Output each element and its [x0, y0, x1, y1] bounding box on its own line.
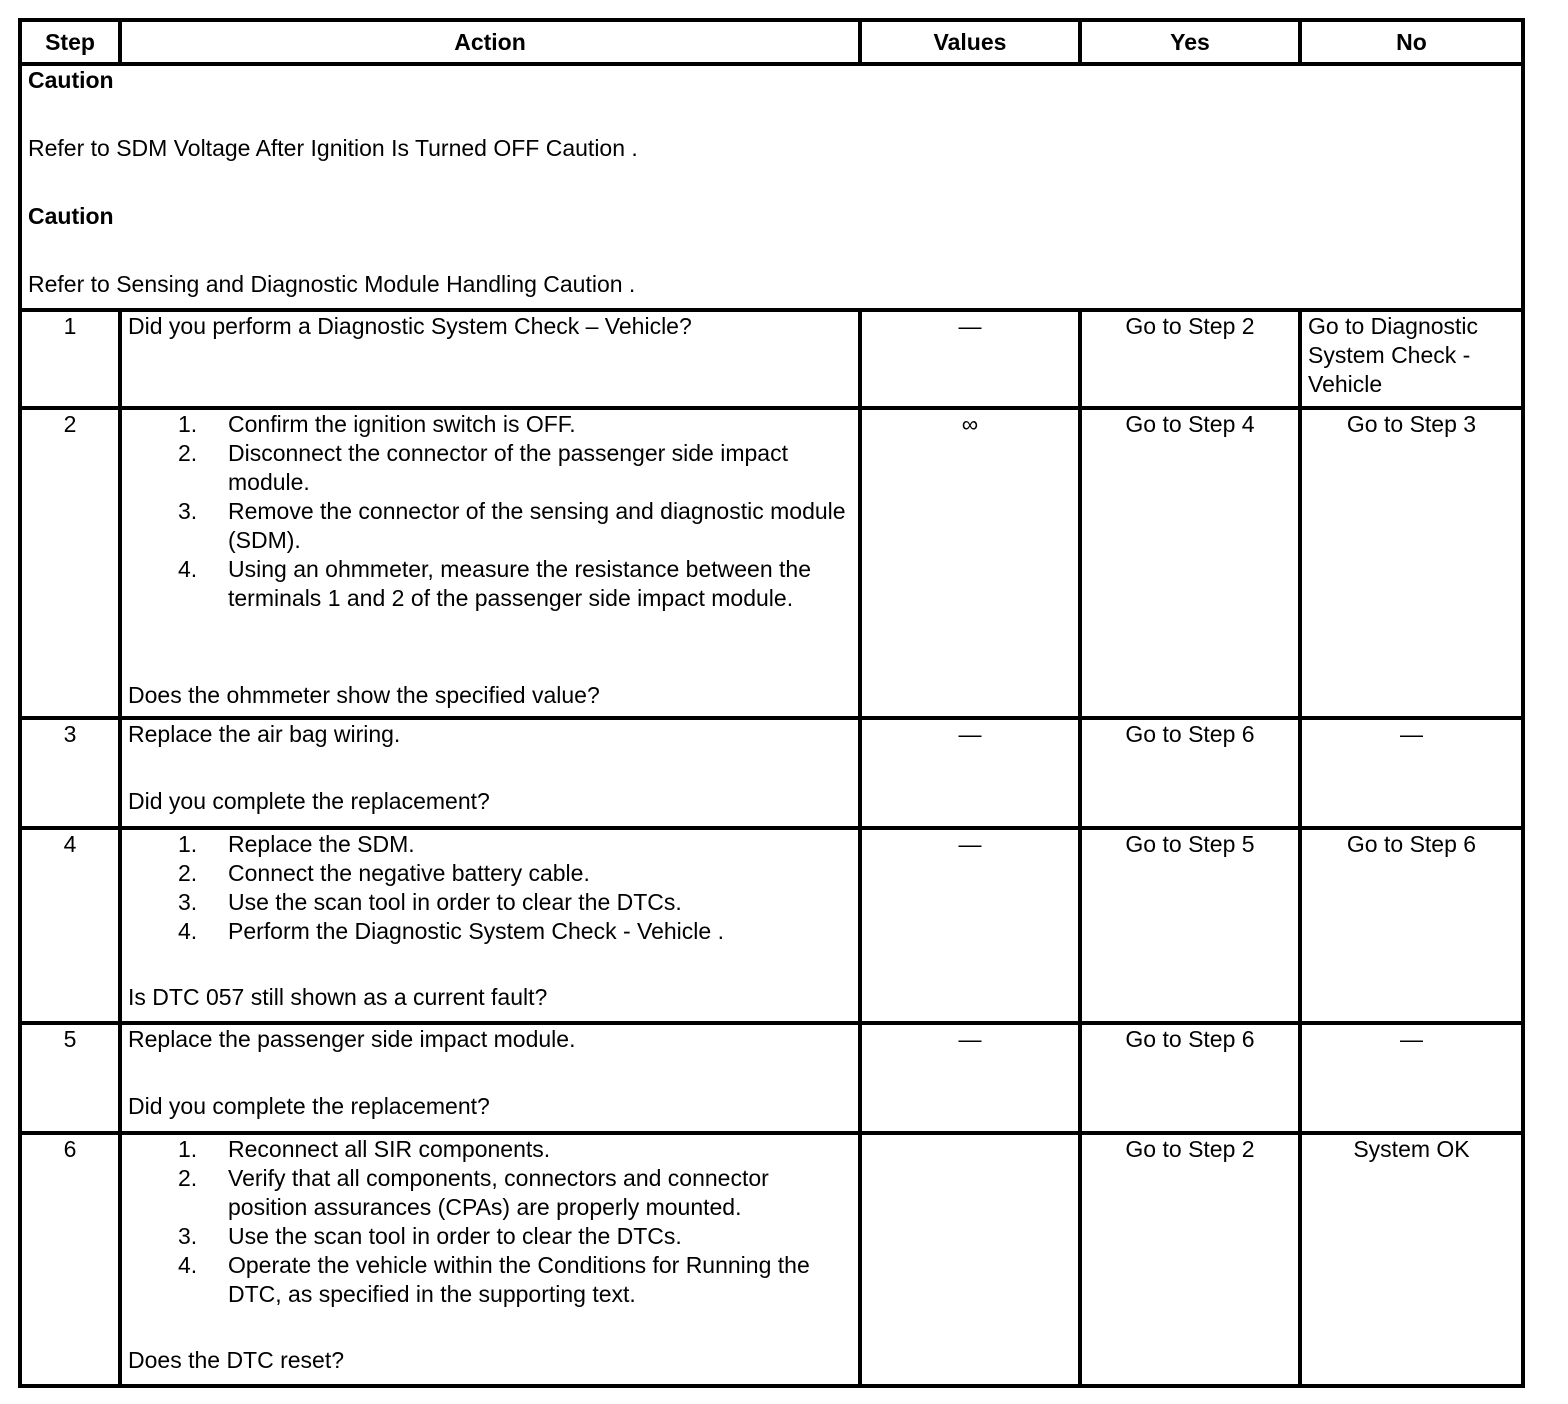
no-cell: Go to Step 3: [1300, 408, 1523, 718]
list-item: 4. Operate the vehicle within the Conditions for Running the DTC, as specified in the supporting text.: [178, 1252, 810, 1307]
yes-cell: Go to Step 6: [1080, 718, 1300, 828]
header-no: No: [1300, 20, 1523, 64]
yes-cell: Go to Step 2: [1080, 1133, 1300, 1386]
list-item: 2. Verify that all components, connectors and connector position assurances (CPAs) are properly mounted.: [178, 1165, 769, 1220]
action-text: Did you perform a Diagnostic System Check – Vehicle?: [128, 313, 692, 339]
diagnostic-table: [18, 18, 1525, 1388]
step-number: 6: [20, 1133, 120, 1386]
action-question: Is DTC 057 still shown as a current fault?: [128, 984, 548, 1010]
list-item: 3. Use the scan tool in order to clear the DTCs.: [178, 889, 682, 915]
yes-cell: Go to Step 2: [1080, 310, 1300, 408]
caution-text: Refer to SDM Voltage After Ignition Is Turned OFF Caution .: [28, 135, 638, 161]
action-text: Replace the air bag wiring.: [128, 721, 401, 747]
list-item: 4. Perform the Diagnostic System Check - Vehicle .: [178, 918, 724, 944]
value-cell: —: [860, 1023, 1080, 1133]
action-list: [128, 410, 852, 613]
step-number: 1: [20, 310, 120, 408]
value-cell: —: [860, 310, 1080, 408]
table-row: [20, 1133, 1523, 1386]
table-row: [20, 828, 1523, 1023]
header-yes: Yes: [1080, 20, 1300, 64]
value-cell: ∞: [860, 408, 1080, 718]
table-row: [20, 1023, 1523, 1133]
header-values: Values: [860, 20, 1080, 64]
yes-cell: Go to Step 5: [1080, 828, 1300, 1023]
header-row: [20, 20, 1523, 64]
caution-text: Refer to Sensing and Diagnostic Module Handling Caution .: [28, 271, 636, 297]
table-row: [20, 718, 1523, 828]
yes-cell: Go to Step 6: [1080, 1023, 1300, 1133]
value-cell: —: [860, 828, 1080, 1023]
step-number: 5: [20, 1023, 120, 1133]
action-question: Does the ohmmeter show the specified value?: [128, 682, 600, 708]
action-cell: [120, 408, 860, 718]
action-list: [128, 830, 852, 946]
action-question: Did you complete the replacement?: [128, 788, 490, 814]
action-text: Replace the passenger side impact module.: [128, 1026, 576, 1052]
list-item: 3. Use the scan tool in order to clear the DTCs.: [178, 1223, 682, 1249]
step-number: 4: [20, 828, 120, 1023]
table-row: [20, 310, 1523, 408]
action-question: Did you complete the replacement?: [128, 1093, 490, 1119]
list-item: 1. Reconnect all SIR components.: [178, 1136, 551, 1162]
action-list: [128, 1135, 852, 1309]
list-item: 2. Disconnect the connector of the passenger side impact module.: [178, 440, 788, 495]
yes-cell: Go to Step 4: [1080, 408, 1300, 718]
action-cell: [120, 1023, 860, 1133]
value-cell: —: [860, 718, 1080, 828]
list-item: 1. Replace the SDM.: [178, 831, 415, 857]
list-item: 3. Remove the connector of the sensing and diagnostic module (SDM).: [178, 498, 846, 553]
table-row: [20, 408, 1523, 718]
value-cell: [860, 1133, 1080, 1386]
no-cell: Go to Diagnostic System Check - Vehicle: [1300, 310, 1523, 408]
list-item: 2. Connect the negative battery cable.: [178, 860, 590, 886]
list-item: 4. Using an ohmmeter, measure the resistance between the terminals 1 and 2 of the passenger side impact module.: [178, 556, 811, 611]
no-cell: —: [1300, 1023, 1523, 1133]
header-step: Step: [20, 20, 120, 64]
action-cell: [120, 828, 860, 1023]
list-item: 1. Confirm the ignition switch is OFF.: [178, 411, 576, 437]
no-cell: System OK: [1300, 1133, 1523, 1386]
action-cell: [120, 1133, 860, 1386]
action-question: Does the DTC reset?: [128, 1347, 345, 1373]
action-cell: [120, 718, 860, 828]
caution-cell: [20, 64, 1523, 310]
action-cell: [120, 310, 860, 408]
step-number: 3: [20, 718, 120, 828]
caution-title: Caution: [28, 67, 114, 93]
caution-row: [20, 64, 1523, 310]
step-number: 2: [20, 408, 120, 718]
caution-title: Caution: [28, 203, 114, 229]
no-cell: Go to Step 6: [1300, 828, 1523, 1023]
no-cell: —: [1300, 718, 1523, 828]
header-action: Action: [120, 20, 860, 64]
